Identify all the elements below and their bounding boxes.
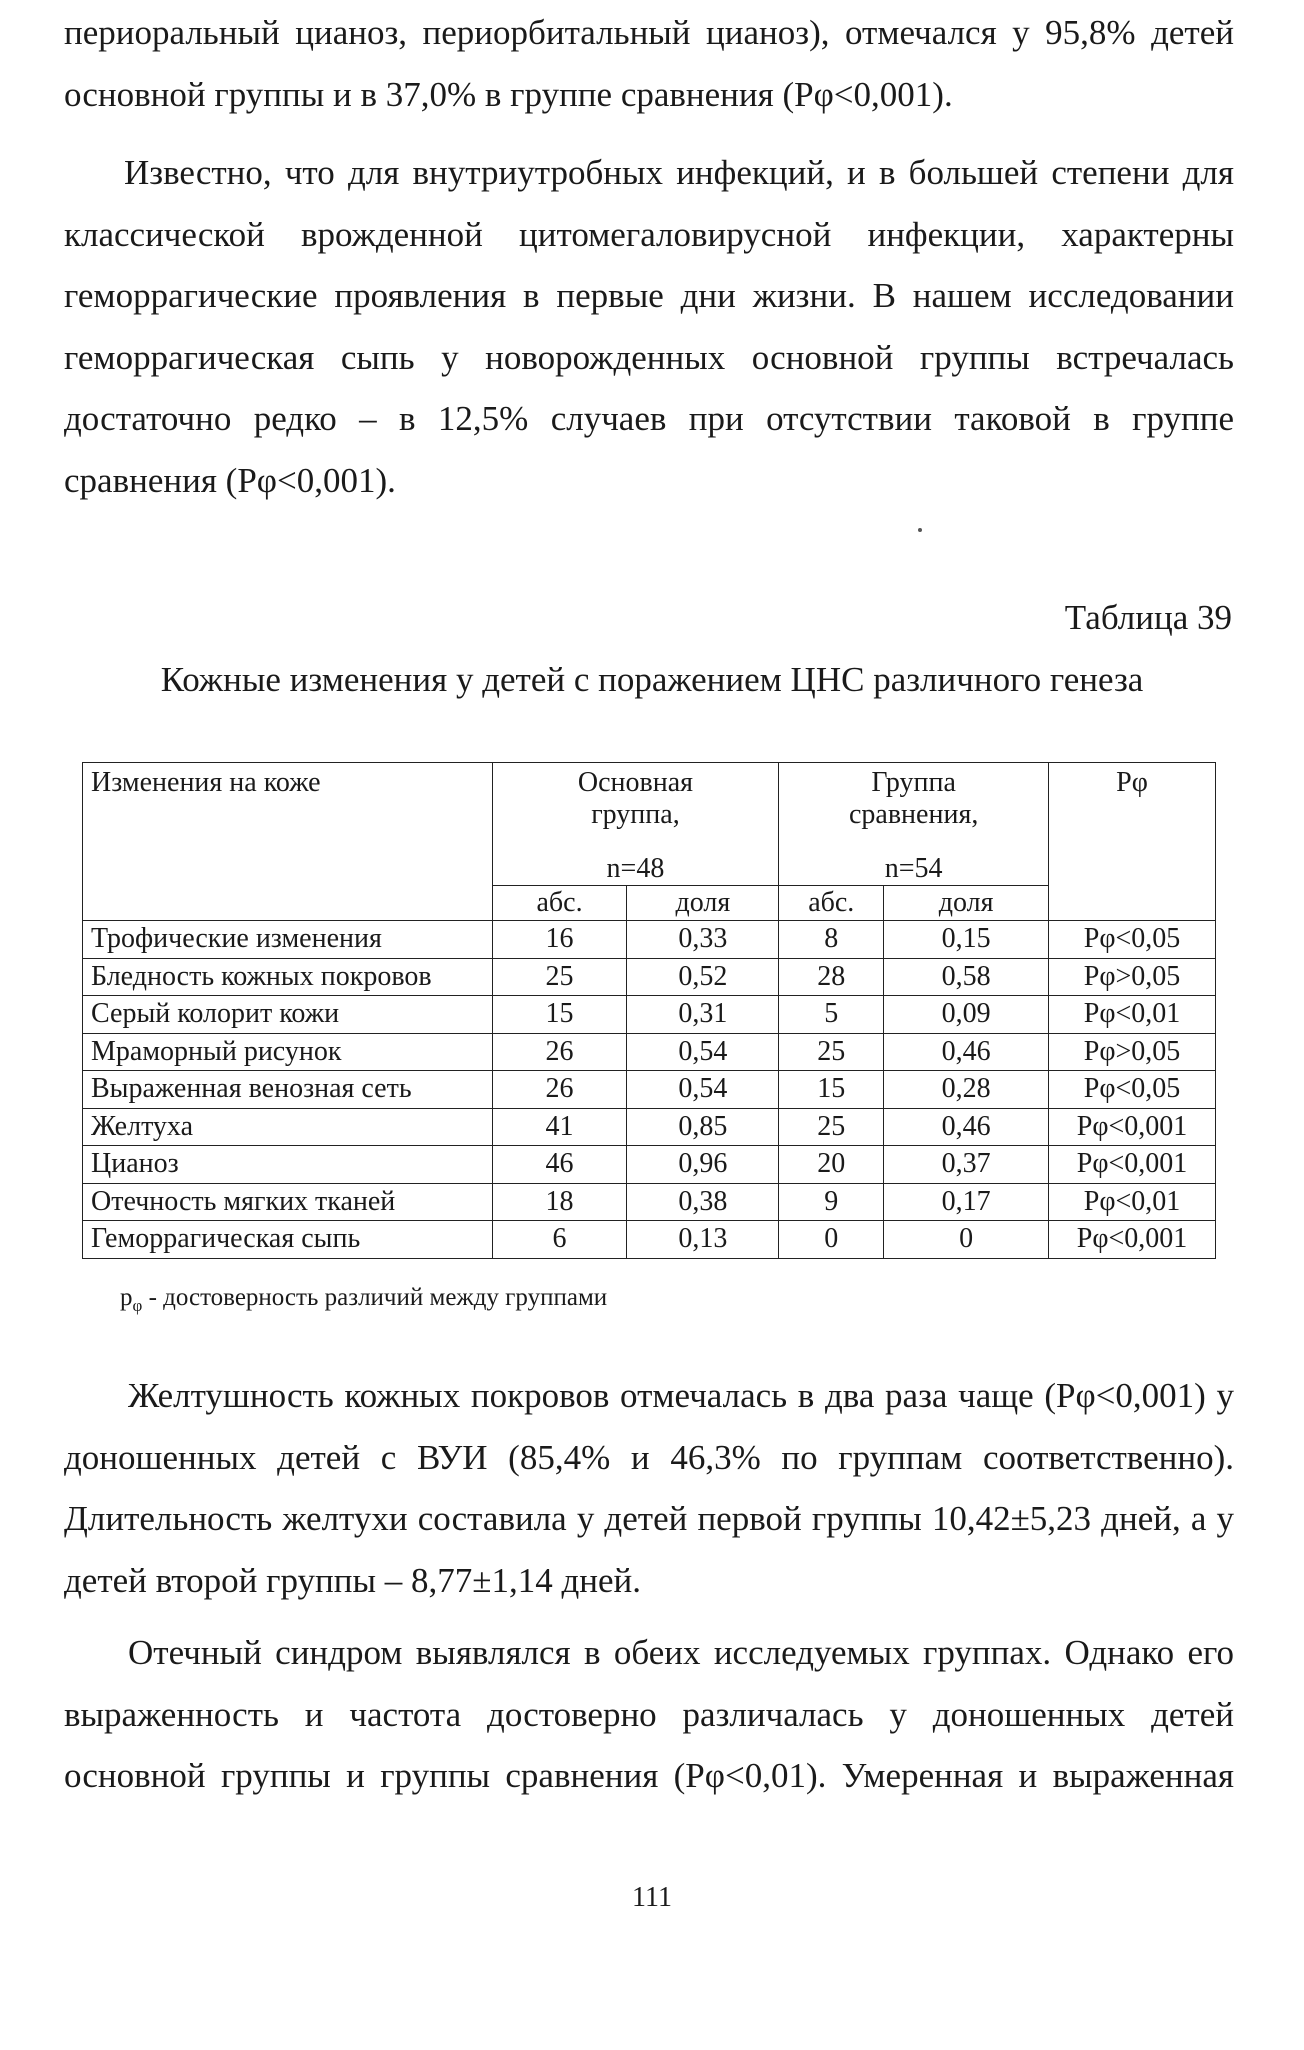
- header-comparison-group: [779, 763, 1049, 886]
- cell-comparison-abs: 25: [779, 1108, 884, 1146]
- cell-main-abs: 18: [492, 1183, 627, 1221]
- header-main-group-n: n=48: [606, 853, 665, 884]
- cell-main-share: 0,31: [627, 996, 779, 1034]
- cell-p-value: Pφ>0,05: [1049, 1033, 1216, 1071]
- cell-main-abs: 41: [492, 1108, 627, 1146]
- header-comparison-group-n: n=54: [884, 853, 943, 884]
- cell-comparison-share: 0,09: [884, 996, 1049, 1034]
- cell-main-share: 0,13: [627, 1221, 779, 1259]
- table-row: [83, 1108, 1216, 1146]
- subheader-share: доля: [884, 886, 1049, 921]
- table-row: [83, 1071, 1216, 1109]
- cell-comparison-abs: 0: [779, 1221, 884, 1259]
- cell-name: Выраженная венозная сеть: [83, 1071, 493, 1109]
- table-row: [83, 1183, 1216, 1221]
- cell-comparison-abs: 20: [779, 1146, 884, 1184]
- cell-main-abs: 46: [492, 1146, 627, 1184]
- footnote-text: - достоверность различий между группами: [142, 1284, 608, 1311]
- text-line: геморрагическая сыпь у новорожденных основной группы встречалась: [64, 337, 1234, 377]
- text-line: основной группы и группы сравнения (Pφ<0,01). Умеренная и выраженная: [64, 1756, 1234, 1795]
- text-line: детей второй группы – 8,77±1,14 дней.: [64, 1560, 642, 1600]
- cell-main-abs: 16: [492, 921, 627, 959]
- cell-p-value: Pφ<0,001: [1049, 1221, 1216, 1259]
- text-line: основной группы и в 37,0% в группе сравнения (Pφ<0,001).: [64, 74, 953, 114]
- table-row: [83, 1146, 1216, 1184]
- cell-name: Желтуха: [83, 1108, 493, 1146]
- header-comparison-group-line2: сравнения,: [848, 799, 979, 830]
- cell-main-abs: 6: [492, 1221, 627, 1259]
- table-row: [83, 1221, 1216, 1259]
- cell-comparison-abs: 8: [779, 921, 884, 959]
- paragraph-3: [64, 1365, 1234, 1611]
- cell-name: Серый колорит кожи: [83, 996, 493, 1034]
- table-footnote: [120, 1284, 607, 1316]
- cell-main-share: 0,33: [627, 921, 779, 959]
- paragraph-1: [64, 2, 1234, 125]
- cell-comparison-abs: 28: [779, 958, 884, 996]
- table-row: [83, 996, 1216, 1034]
- header-skin-changes: Изменения на коже: [83, 763, 493, 921]
- cell-p-value: Pφ<0,001: [1049, 1146, 1216, 1184]
- text-line: Длительность желтухи составила у детей первой группы 10,42±5,23 дней, а у: [64, 1499, 1234, 1538]
- cell-comparison-share: 0,46: [884, 1033, 1049, 1071]
- cell-main-share: 0,54: [627, 1033, 779, 1071]
- cell-comparison-abs: 25: [779, 1033, 884, 1071]
- header-main-group: [492, 763, 779, 886]
- footnote-symbol: p: [120, 1284, 133, 1311]
- table-row: [83, 958, 1216, 996]
- table-header-row: [83, 763, 1216, 886]
- cell-name: Отечность мягких тканей: [83, 1183, 493, 1221]
- text-line: выраженность и частота достоверно различалась у доношенных детей: [64, 1694, 1234, 1734]
- cell-comparison-share: 0,46: [884, 1108, 1049, 1146]
- skin-changes-table: [82, 762, 1216, 1259]
- cell-comparison-share: 0,15: [884, 921, 1049, 959]
- cell-name: Геморрагическая сыпь: [83, 1221, 493, 1259]
- cell-main-share: 0,54: [627, 1071, 779, 1109]
- cell-name: Бледность кожных покровов: [83, 958, 493, 996]
- cell-comparison-abs: 15: [779, 1071, 884, 1109]
- header-main-group-line1: Основная: [577, 767, 694, 798]
- cell-comparison-share: 0,58: [884, 958, 1049, 996]
- subheader-abs: абс.: [492, 886, 627, 921]
- table-label: Таблица 39: [1064, 598, 1232, 637]
- cell-p-value: Pφ<0,05: [1049, 1071, 1216, 1109]
- cell-p-value: Pφ>0,05: [1049, 958, 1216, 996]
- cell-p-value: Pφ<0,05: [1049, 921, 1216, 959]
- text-line: классической врожденной цитомегаловирусной инфекции, характерны: [64, 214, 1234, 254]
- text-line: Известно, что для внутриутробных инфекций, и в большей степени для: [124, 153, 1234, 192]
- cell-main-abs: 26: [492, 1071, 627, 1109]
- cell-comparison-abs: 9: [779, 1183, 884, 1221]
- paragraph-4: [64, 1622, 1234, 1807]
- cell-main-share: 0,85: [627, 1108, 779, 1146]
- text-line: достаточно редко – в 12,5% случаев при отсутствии таковой в группе: [64, 399, 1234, 438]
- header-p-value: Pφ: [1049, 763, 1216, 921]
- subheader-abs: абс.: [779, 886, 884, 921]
- cell-p-value: Pφ<0,01: [1049, 1183, 1216, 1221]
- text-line: сравнения (Pφ<0,001).: [64, 460, 396, 500]
- cell-p-value: Pφ<0,01: [1049, 996, 1216, 1034]
- text-line: Отечный синдром выявлялся в обеих исследуемых группах. Однако его: [128, 1633, 1234, 1672]
- cell-name: Цианоз: [83, 1146, 493, 1184]
- text-line: геморрагические проявления в первые дни жизни. В нашем исследовании: [64, 276, 1234, 315]
- cell-main-share: 0,38: [627, 1183, 779, 1221]
- text-line: доношенных детей с ВУИ (85,4% и 46,3% по группам соответственно).: [64, 1437, 1234, 1477]
- cell-comparison-share: 0,17: [884, 1183, 1049, 1221]
- paragraph-2: [64, 142, 1234, 511]
- cell-comparison-share: 0,37: [884, 1146, 1049, 1184]
- scan-speck: [918, 528, 922, 532]
- header-main-group-line2: группа,: [591, 799, 680, 830]
- text-line: Желтушность кожных покровов отмечалась в два раза чаще (Pφ<0,001) у: [128, 1376, 1234, 1415]
- cell-main-abs: 15: [492, 996, 627, 1034]
- footnote-subscript: φ: [132, 1296, 143, 1315]
- cell-main-share: 0,96: [627, 1146, 779, 1184]
- table-row: [83, 1033, 1216, 1071]
- table-row: [83, 921, 1216, 959]
- text-line: периоральный цианоз, периорбитальный цианоз), отмечался у 95,8% детей: [64, 13, 1234, 52]
- table-body: [83, 921, 1216, 1259]
- table-title: Кожные изменения у детей с поражением ЦНС различного генеза: [160, 660, 1144, 699]
- cell-comparison-share: 0,28: [884, 1071, 1049, 1109]
- subheader-share: доля: [627, 886, 779, 921]
- cell-main-abs: 26: [492, 1033, 627, 1071]
- cell-name: Мраморный рисунок: [83, 1033, 493, 1071]
- cell-name: Трофические изменения: [83, 921, 493, 959]
- cell-p-value: Pφ<0,001: [1049, 1108, 1216, 1146]
- header-comparison-group-line1: Группа: [871, 767, 956, 798]
- cell-comparison-share: 0: [884, 1221, 1049, 1259]
- cell-main-share: 0,52: [627, 958, 779, 996]
- cell-comparison-abs: 5: [779, 996, 884, 1034]
- page-number: 111: [632, 1882, 672, 1913]
- cell-main-abs: 25: [492, 958, 627, 996]
